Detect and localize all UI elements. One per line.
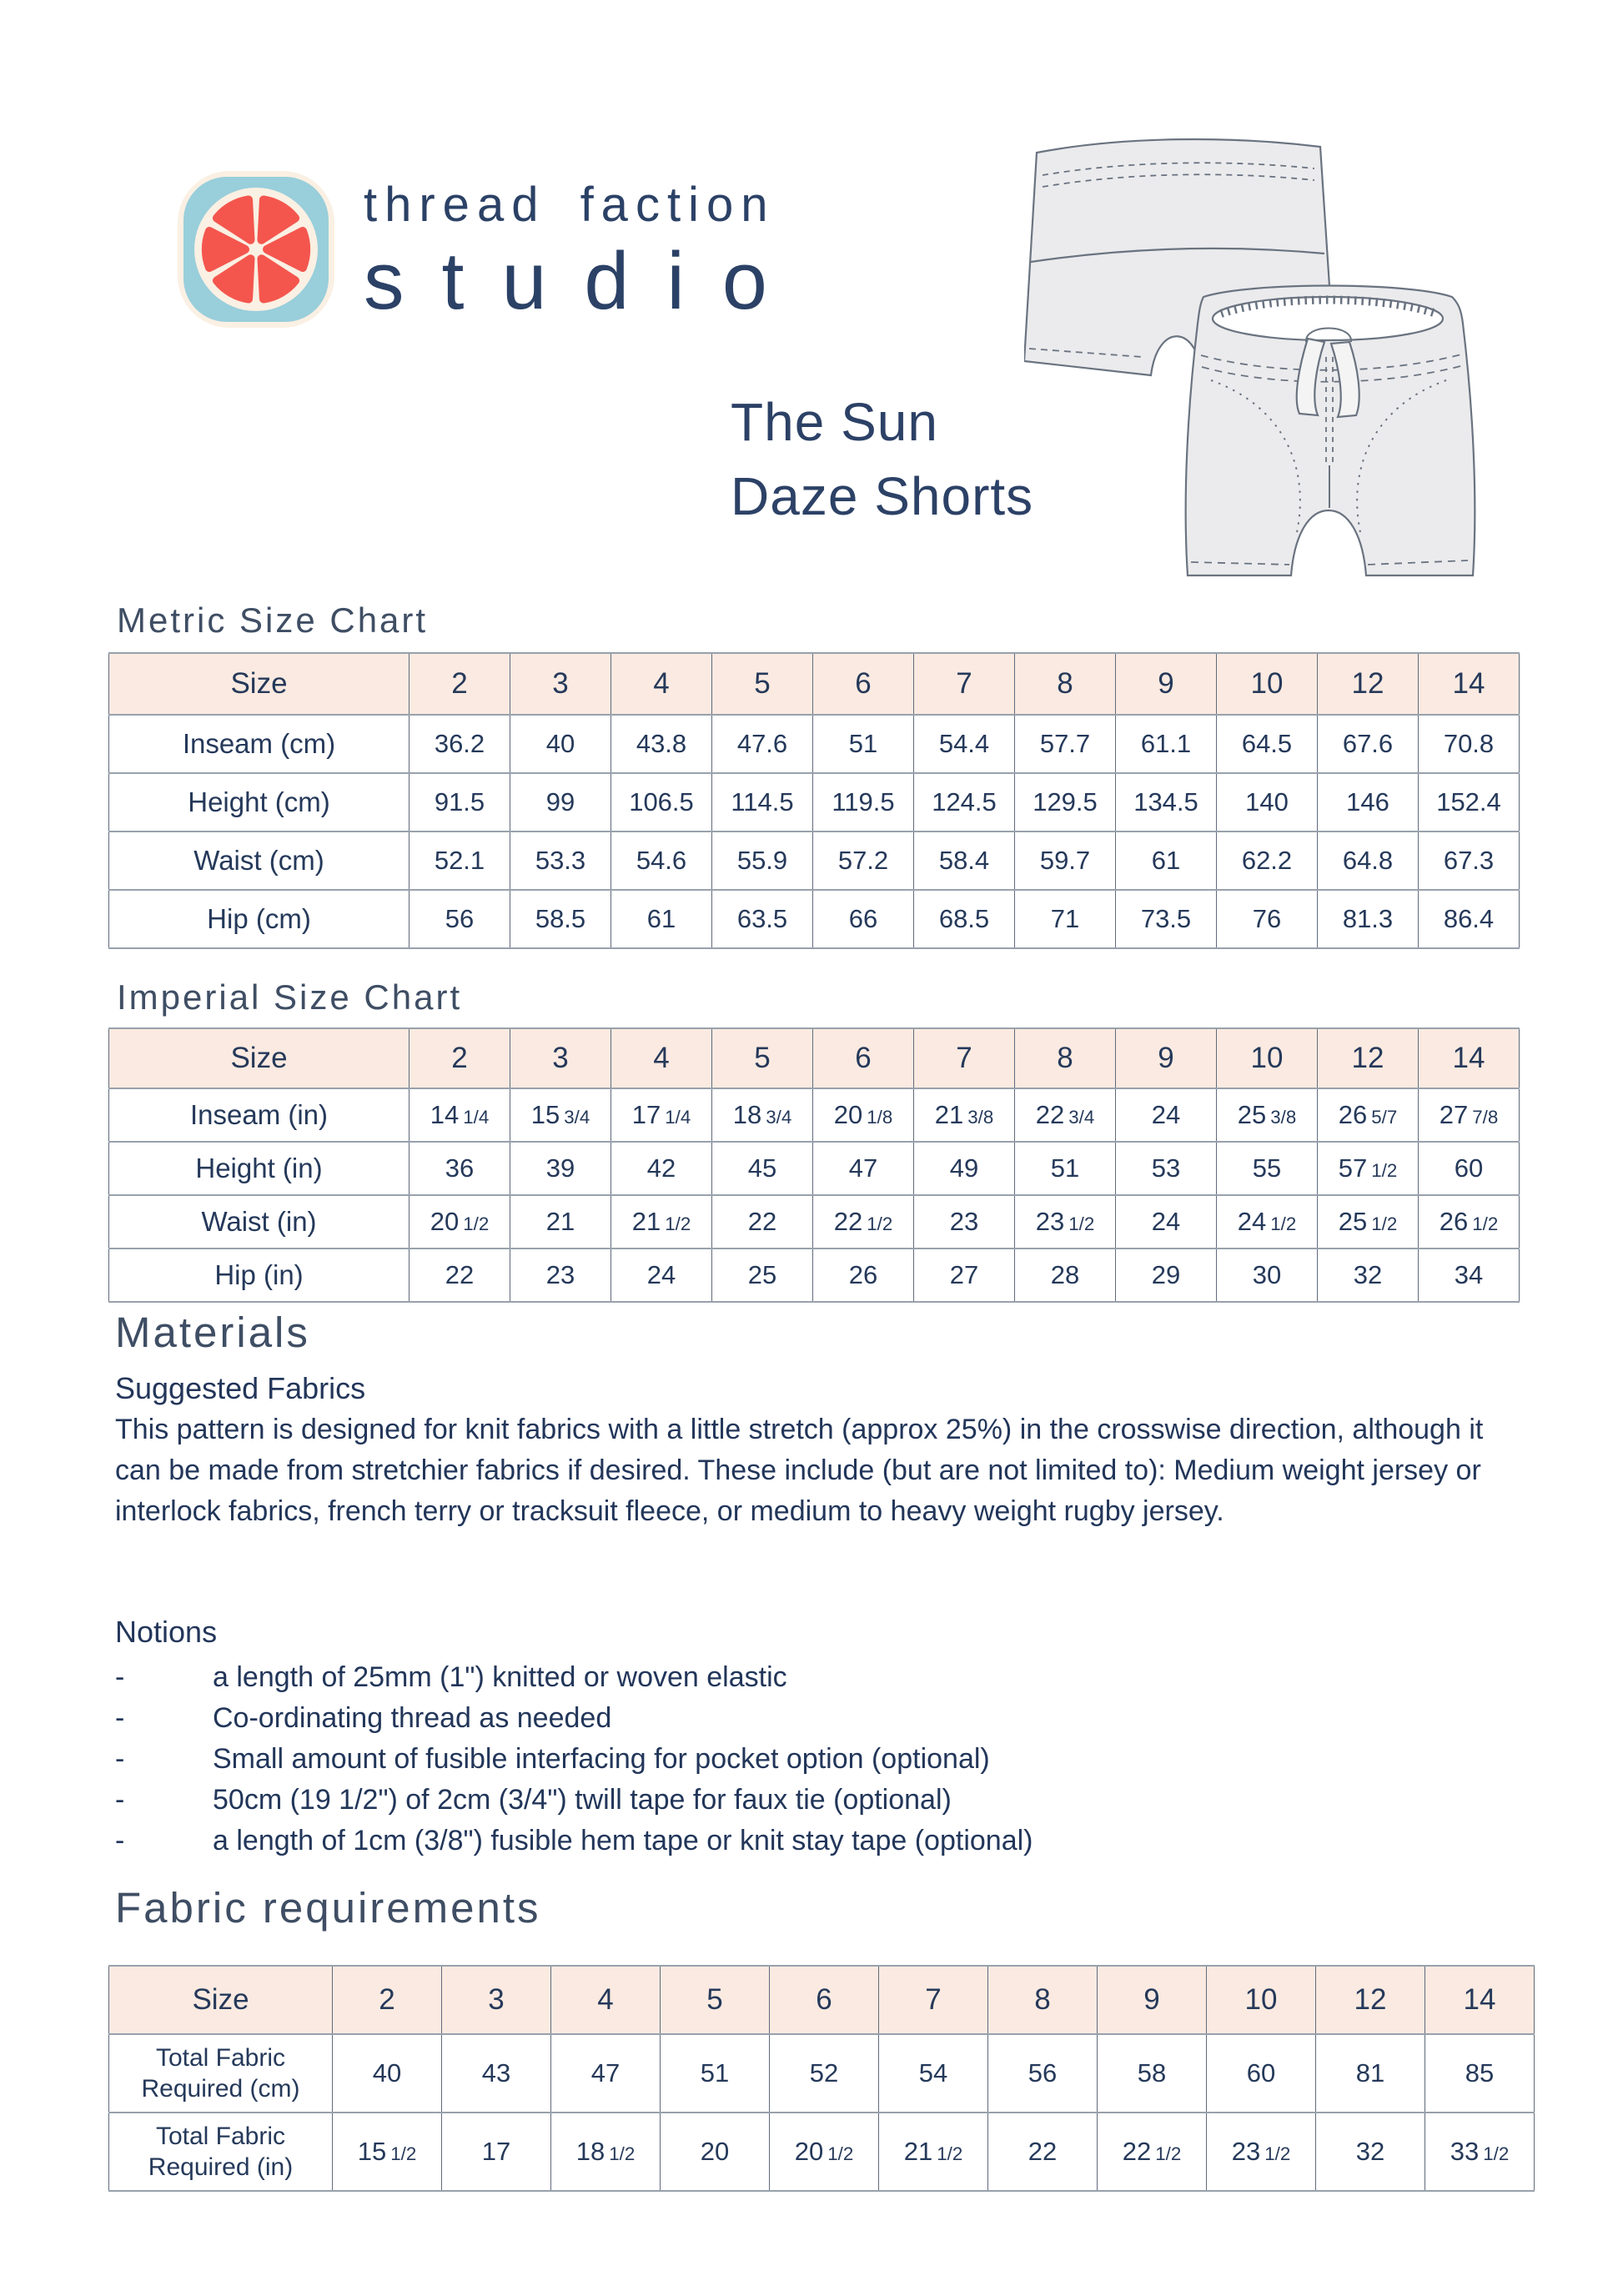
- size-column-header: 3: [510, 1028, 611, 1088]
- size-column-header: 12: [1318, 653, 1419, 715]
- value-cell: 32: [1316, 2113, 1425, 2191]
- table-row: [109, 890, 1520, 948]
- value-cell: 124.5: [914, 773, 1015, 831]
- size-column-header: 10: [1207, 1966, 1316, 2034]
- size-header-label: Size: [109, 1028, 410, 1088]
- row-label-cell: Hip (cm): [109, 890, 410, 948]
- value-cell: 61: [1116, 831, 1217, 890]
- value-cell: 42: [611, 1142, 712, 1195]
- table-header-row: [109, 653, 1520, 715]
- value-cell: 24 1/2: [1217, 1195, 1318, 1248]
- size-column-header: 7: [914, 1028, 1015, 1088]
- size-column-header: 8: [1015, 1028, 1116, 1088]
- value-cell: 24: [611, 1248, 712, 1302]
- logo-studio-word: studio: [364, 235, 805, 326]
- materials-heading: Materials: [115, 1309, 310, 1356]
- value-cell: 25 3/8: [1217, 1088, 1318, 1142]
- notions-item-text: a length of 1cm (3/8") fusible hem tape or knit stay tape (optional): [213, 1825, 1033, 1856]
- value-cell: 23: [914, 1195, 1015, 1248]
- value-cell: 60: [1207, 2034, 1316, 2113]
- value-cell: 152.4: [1419, 773, 1520, 831]
- notions-item: [115, 1786, 1366, 1814]
- value-cell: 24: [1116, 1195, 1217, 1248]
- size-column-header: 2: [410, 653, 510, 715]
- value-cell: 129.5: [1015, 773, 1116, 831]
- size-column-header: 4: [611, 653, 712, 715]
- value-cell: 21 1/2: [879, 2113, 988, 2191]
- value-cell: 54.6: [611, 831, 712, 890]
- value-cell: 47: [813, 1142, 914, 1195]
- value-cell: 22: [712, 1195, 813, 1248]
- table-row: [109, 2113, 1535, 2191]
- value-cell: 53: [1116, 1142, 1217, 1195]
- size-header-label: Size: [109, 1966, 333, 2034]
- value-cell: 64.5: [1217, 715, 1318, 773]
- value-cell: 86.4: [1419, 890, 1520, 948]
- list-dash: -: [115, 1825, 125, 1856]
- logo-brand-name: thread faction: [364, 178, 776, 232]
- notions-heading: Notions: [115, 1615, 218, 1649]
- value-cell: 140: [1217, 773, 1318, 831]
- pattern-title-line1: The Sun: [731, 392, 938, 452]
- value-cell: 62.2: [1217, 831, 1318, 890]
- table-header-row: [109, 1028, 1520, 1088]
- value-cell: 24: [1116, 1088, 1217, 1142]
- imperial-size-chart-table: [108, 1027, 1520, 1303]
- value-cell: 70.8: [1419, 715, 1520, 773]
- value-cell: 61.1: [1116, 715, 1217, 773]
- value-cell: 22 3/4: [1015, 1088, 1116, 1142]
- size-column-header: 7: [879, 1966, 988, 2034]
- size-column-header: 9: [1116, 653, 1217, 715]
- notions-list: [115, 1663, 1366, 1867]
- value-cell: 52.1: [410, 831, 510, 890]
- size-column-header: 5: [661, 1966, 770, 2034]
- table-row: [109, 831, 1520, 890]
- value-cell: 56: [410, 890, 510, 948]
- value-cell: 28: [1015, 1248, 1116, 1302]
- value-cell: 63.5: [712, 890, 813, 948]
- size-column-header: 8: [988, 1966, 1098, 2034]
- value-cell: 23: [510, 1248, 611, 1302]
- table-row: [109, 1088, 1520, 1142]
- size-column-header: 2: [333, 1966, 442, 2034]
- value-cell: 43.8: [611, 715, 712, 773]
- fabric-requirements-heading: Fabric requirements: [115, 1884, 541, 1932]
- value-cell: 26: [813, 1248, 914, 1302]
- value-cell: 76: [1217, 890, 1318, 948]
- value-cell: 22 1/2: [1098, 2113, 1207, 2191]
- table-row: [109, 715, 1520, 773]
- value-cell: 36.2: [410, 715, 510, 773]
- value-cell: 15 3/4: [510, 1088, 611, 1142]
- table-header-row: [109, 1966, 1535, 2034]
- size-column-header: 7: [914, 653, 1015, 715]
- value-cell: 47.6: [712, 715, 813, 773]
- size-header-label: Size: [109, 653, 410, 715]
- value-cell: 34: [1419, 1248, 1520, 1302]
- value-cell: 134.5: [1116, 773, 1217, 831]
- value-cell: 25: [712, 1248, 813, 1302]
- row-label-cell: Hip (in): [109, 1248, 410, 1302]
- value-cell: 64.8: [1318, 831, 1419, 890]
- value-cell: 58.5: [510, 890, 611, 948]
- value-cell: 66: [813, 890, 914, 948]
- table-row: [109, 1248, 1520, 1302]
- value-cell: 114.5: [712, 773, 813, 831]
- metric-size-chart-heading: Metric Size Chart: [117, 600, 429, 640]
- value-cell: 39: [510, 1142, 611, 1195]
- size-column-header: 14: [1419, 653, 1520, 715]
- value-cell: 17: [442, 2113, 551, 2191]
- row-label-cell: Inseam (cm): [109, 715, 410, 773]
- size-column-header: 10: [1217, 653, 1318, 715]
- value-cell: 30: [1217, 1248, 1318, 1302]
- size-column-header: 6: [813, 653, 914, 715]
- notions-item: [115, 1663, 1366, 1691]
- row-label-cell: Total Fabric Required (cm): [109, 2034, 333, 2113]
- size-column-header: 9: [1098, 1966, 1207, 2034]
- value-cell: 29: [1116, 1248, 1217, 1302]
- size-column-header: 3: [442, 1966, 551, 2034]
- value-cell: 91.5: [410, 773, 510, 831]
- shorts-technical-drawing: [1024, 73, 1575, 607]
- value-cell: 56: [988, 2034, 1098, 2113]
- value-cell: 40: [510, 715, 611, 773]
- value-cell: 22: [410, 1248, 510, 1302]
- value-cell: 57.2: [813, 831, 914, 890]
- list-dash: -: [115, 1784, 125, 1816]
- value-cell: 21 1/2: [611, 1195, 712, 1248]
- list-dash: -: [115, 1661, 125, 1693]
- size-column-header: 3: [510, 653, 611, 715]
- value-cell: 22: [988, 2113, 1098, 2191]
- value-cell: 57.7: [1015, 715, 1116, 773]
- value-cell: 51: [661, 2034, 770, 2113]
- value-cell: 73.5: [1116, 890, 1217, 948]
- value-cell: 71: [1015, 890, 1116, 948]
- value-cell: 33 1/2: [1425, 2113, 1535, 2191]
- value-cell: 45: [712, 1142, 813, 1195]
- value-cell: 57 1/2: [1318, 1142, 1419, 1195]
- value-cell: 26 1/2: [1419, 1195, 1520, 1248]
- imperial-size-chart-heading: Imperial Size Chart: [117, 977, 463, 1017]
- table-row: [109, 1195, 1520, 1248]
- value-cell: 55: [1217, 1142, 1318, 1195]
- size-column-header: 9: [1116, 1028, 1217, 1088]
- row-label-cell: Height (cm): [109, 773, 410, 831]
- value-cell: 81: [1316, 2034, 1425, 2113]
- notions-item-text: a length of 25mm (1") knitted or woven elastic: [213, 1661, 787, 1693]
- pattern-title-line2: Daze Shorts: [731, 466, 1034, 526]
- value-cell: 27 7/8: [1419, 1088, 1520, 1142]
- value-cell: 23 1/2: [1015, 1195, 1116, 1248]
- size-column-header: 6: [770, 1966, 879, 2034]
- notions-item: [115, 1826, 1366, 1855]
- size-column-header: 6: [813, 1028, 914, 1088]
- value-cell: 32: [1318, 1248, 1419, 1302]
- value-cell: 51: [813, 715, 914, 773]
- value-cell: 21 3/8: [914, 1088, 1015, 1142]
- row-label-cell: Total Fabric Required (in): [109, 2113, 333, 2191]
- value-cell: 25 1/2: [1318, 1195, 1419, 1248]
- value-cell: 40: [333, 2034, 442, 2113]
- value-cell: 58.4: [914, 831, 1015, 890]
- size-column-header: 5: [712, 1028, 813, 1088]
- size-column-header: 12: [1316, 1966, 1425, 2034]
- list-dash: -: [115, 1743, 125, 1775]
- value-cell: 49: [914, 1142, 1015, 1195]
- notions-item: [115, 1745, 1366, 1773]
- value-cell: 17 1/4: [611, 1088, 712, 1142]
- value-cell: 27: [914, 1248, 1015, 1302]
- notions-item-text: Small amount of fusible interfacing for pocket option (optional): [213, 1743, 990, 1775]
- shorts-front-view-drawing: [1186, 286, 1475, 576]
- value-cell: 51: [1015, 1142, 1116, 1195]
- value-cell: 23 1/2: [1207, 2113, 1316, 2191]
- size-column-header: 12: [1318, 1028, 1419, 1088]
- value-cell: 18 3/4: [712, 1088, 813, 1142]
- table-row: [109, 2034, 1535, 2113]
- value-cell: 85: [1425, 2034, 1535, 2113]
- value-cell: 14 1/4: [410, 1088, 510, 1142]
- value-cell: 119.5: [813, 773, 914, 831]
- notions-item: [115, 1704, 1366, 1732]
- value-cell: 58: [1098, 2034, 1207, 2113]
- size-column-header: 8: [1015, 653, 1116, 715]
- table-row: [109, 773, 1520, 831]
- fabric-requirements-table: [108, 1965, 1535, 2192]
- size-column-header: 14: [1419, 1028, 1520, 1088]
- value-cell: 54.4: [914, 715, 1015, 773]
- size-column-header: 10: [1217, 1028, 1318, 1088]
- value-cell: 20 1/2: [770, 2113, 879, 2191]
- value-cell: 20 1/2: [410, 1195, 510, 1248]
- value-cell: 52: [770, 2034, 879, 2113]
- value-cell: 20: [661, 2113, 770, 2191]
- value-cell: 26 5/7: [1318, 1088, 1419, 1142]
- pattern-title: [731, 385, 1033, 534]
- size-column-header: 14: [1425, 1966, 1535, 2034]
- value-cell: 21: [510, 1195, 611, 1248]
- row-label-cell: Waist (in): [109, 1195, 410, 1248]
- table-row: [109, 1142, 1520, 1195]
- value-cell: 67.3: [1419, 831, 1520, 890]
- suggested-fabrics-subheading: Suggested Fabrics: [115, 1371, 366, 1405]
- row-label-cell: Inseam (in): [109, 1088, 410, 1142]
- value-cell: 81.3: [1318, 890, 1419, 948]
- value-cell: 20 1/8: [813, 1088, 914, 1142]
- size-column-header: 4: [611, 1028, 712, 1088]
- row-label-cell: Height (in): [109, 1142, 410, 1195]
- notions-item-text: 50cm (19 1/2") of 2cm (3/4") twill tape for faux tie (optional): [213, 1784, 952, 1816]
- value-cell: 22 1/2: [813, 1195, 914, 1248]
- logo-wordmark: [364, 177, 805, 328]
- value-cell: 43: [442, 2034, 551, 2113]
- value-cell: 61: [611, 890, 712, 948]
- size-column-header: 5: [712, 653, 813, 715]
- value-cell: 54: [879, 2034, 988, 2113]
- value-cell: 106.5: [611, 773, 712, 831]
- value-cell: 59.7: [1015, 831, 1116, 890]
- value-cell: 68.5: [914, 890, 1015, 948]
- list-dash: -: [115, 1702, 125, 1734]
- notions-item-text: Co-ordinating thread as needed: [213, 1702, 612, 1734]
- suggested-fabrics-paragraph: This pattern is designed for knit fabrics with a little stretch (approx 25%) in the crosswise direction, although it can be made from stretchier fabrics if desired. These include (but are not limited to): Medium weight jersey or interlock fabrics, french terry or tracksuit fleece, or medium to heavy weight rugby jersey.: [115, 1414, 1484, 1527]
- citrus-slice-logo-icon: [178, 171, 334, 328]
- size-column-header: 2: [410, 1028, 510, 1088]
- value-cell: 18 1/2: [551, 2113, 661, 2191]
- value-cell: 47: [551, 2034, 661, 2113]
- value-cell: 60: [1419, 1142, 1520, 1195]
- value-cell: 53.3: [510, 831, 611, 890]
- value-cell: 146: [1318, 773, 1419, 831]
- size-column-header: 4: [551, 1966, 661, 2034]
- row-label-cell: Waist (cm): [109, 831, 410, 890]
- value-cell: 55.9: [712, 831, 813, 890]
- value-cell: 99: [510, 773, 611, 831]
- value-cell: 36: [410, 1142, 510, 1195]
- value-cell: 67.6: [1318, 715, 1419, 773]
- value-cell: 15 1/2: [333, 2113, 442, 2191]
- metric-size-chart-table: [108, 652, 1520, 949]
